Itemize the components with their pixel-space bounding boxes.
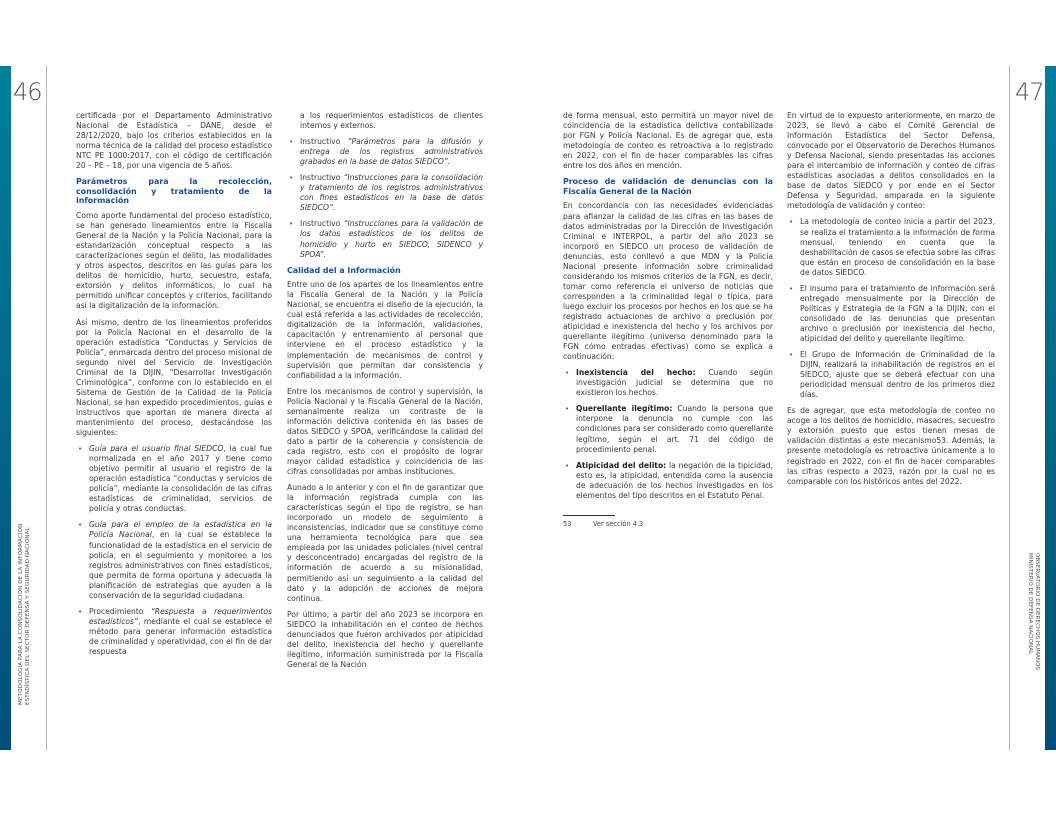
- list-item: [287, 137, 483, 167]
- list-item: [76, 520, 272, 600]
- paragraph-continuation: a los requerimientos estadísticos de clientes internos y externos.: [300, 111, 483, 131]
- item-italic: “Respuesta a requerimientos estadísticos”: [89, 606, 272, 626]
- paragraph: Entre los mecanismos de control y supervisión, la Policía Nacional y la Fiscalía General de la Nación, semanalmente realiza un contraste de la información delictiva contenida en las bases de datos SIEDCO y SPOA, verificándose la calidad del dato a partir de la coherencia y consistencia de cada registro, esto con el propósito de lograr mayor calidad estadística y coincidencia de las cifras consolidadas por ambas instituciones.: [287, 386, 483, 477]
- running-title-left-line-2: ESTADÍSTICA DEL SECTOR DEFENSA Y SEGURIDAD NACIONAL: [25, 527, 31, 705]
- paragraph: En virtud de lo expuesto anteriormente, en marzo de 2023, se llevó a cabo el Comité Gerencial de Información Estadística del Sector Defensa, convocado por el Observatorio de Derechos Humanos y Defensa Nacional, siendo presentadas las acciones para el intercambio de información y conteo de cifras estadísticas asociadas a delitos consolidados en la base de datos SIEDCO y por ende en el Sector Defensa y Seguridad, amparada en la siguiente metodología de validación y conteo:: [787, 111, 995, 211]
- page-number-right: 47: [1015, 78, 1044, 106]
- bullet-icon: •: [789, 284, 794, 293]
- section-heading: Proceso de validación de denuncias con la Fiscalía General de la Nación: [563, 177, 773, 196]
- paragraph: Entre uno de los apartes de los lineamientos entre la Fiscalía General de la Nación y la Policía Nacional, se encuentra el diseño de la ejecución, la cual está referida a las actividades de recolección, digitalización de la información, validaciones, capacitación y entrenamiento al personal que interviene en el proceso estadístico y la implementación de mecanismos de control y supervisión que permitan dar consistencia y confiabilidad a la información.: [287, 280, 483, 380]
- list-item: [787, 350, 995, 400]
- left-margin-rule: [46, 66, 47, 750]
- item-text: , mediante el cual se establece el método para generar información estadística de criminalidad y operatividad, con el fin de dar respuesta: [89, 616, 272, 656]
- item-italic: “Parámetros para la difusión y entrega de los registros administrativos grabados en la base de datos SIEDCO”.: [300, 137, 483, 167]
- bullet-icon: •: [565, 461, 570, 470]
- list-item: [563, 461, 773, 501]
- running-title-left-line-1: METODOLOGÍA PARA LA CONSOLIDACIÓN DE LA INFORMACIÓN: [18, 523, 24, 705]
- bullet-list: [76, 444, 272, 657]
- item-text: Cuando la persona que interpone la denuncia no cumple con las condiciones para ser considerado como querellante legítimo, según el art. 71 del código de procedimiento penal.: [576, 404, 773, 454]
- list-item: [76, 607, 272, 657]
- bullet-icon: •: [78, 521, 83, 530]
- list-item: [76, 444, 272, 514]
- running-title-right-line-2: MINISTERIO DE DEFENSA NACIONAL: [1027, 553, 1033, 655]
- paragraph: certificada por el Departamento Administrativo Nacional de Estadística – DANE, desde el 28/12/2020, bajo los criterios establecidos en la norma técnica de la calidad del proceso estadístico NTC PE 1000:2017, con el código de certificación 20 – PE – 18, por una vigencia de 5 años.: [76, 111, 272, 171]
- bullet-icon: •: [289, 220, 294, 229]
- bullet-list: [287, 137, 483, 260]
- bullet-icon: •: [78, 607, 83, 616]
- item-prefix: Instructivo: [300, 173, 344, 183]
- bullet-icon: •: [789, 351, 794, 360]
- list-item: [563, 404, 773, 454]
- item-text: La metodología de conteo inicia a partir del 2023, se realiza el tratamiento a la información de forma mensual, teniendo en cuenta que la deshabilitación de casos se efectúa sobre las cifras que están en proceso de consolidación en la base de datos SIEDCO.: [800, 217, 995, 277]
- item-text: , en la cual se establece la funcionalidad de la estadística en el servicio de policía, en el seguimiento y monitoreo a los registros administrativos con fines estadísticos, que permita de forma oportuna y adecuada la planificación de estrategias que ayuden a la conservación de la seguridad ciudadana.: [89, 530, 273, 600]
- page-number-left: 46: [13, 78, 42, 106]
- item-italic: “Instrucciones para la validación de los datos estadísticos de los delitos de homicidio y hurto en SIEDCO, SIDENCO y SPOA”.: [300, 219, 483, 259]
- list-item: [563, 368, 773, 398]
- item-prefix: Instructivo: [300, 137, 348, 147]
- list-item: [787, 217, 995, 277]
- left-edge-color-bar: [0, 66, 11, 750]
- bullet-icon: •: [289, 138, 294, 147]
- list-item: [287, 173, 483, 213]
- item-term: Querellante ilegítimo:: [576, 404, 673, 414]
- text-column-2: [287, 111, 483, 676]
- paragraph: de forma mensual, esto permitirá un mayor nivel de coincidencia de la estadística delictiva contabilizada por FGN y Policía Nacional. Es de agregar que, esta metodología de conteo es retroactiva a lo registrado en 2022, con el fin de hacer comparables las cifras entre los dos años en mención.: [563, 111, 773, 171]
- footnote-text: Ver sección 4.3: [593, 519, 644, 528]
- item-prefix: Instructivo: [300, 219, 344, 229]
- paragraph: Como aporte fundamental del proceso estadístico, se han generado lineamientos entre la Fiscalía General de la Nación y la Policía Nacional, para la estandarización conceptual respecto a las caracterizaciones según el delito, las modalidades y otros aspectos, descritos en las guías para los delitos de homicidio, hurto, secuestro, estafa, extorsión y delitos informáticos, lo cual ha permitido unificar conceptos y criterios, facilitando así la digitalización de la información.: [76, 211, 272, 311]
- running-title-right-line-1: OBSERVATORIO DE DERECHOS HUMANOS: [1034, 553, 1040, 671]
- bullet-icon: •: [289, 174, 294, 183]
- item-text: , la cual fue normalizada en el año 2017 y tiene como objetivo permitir al usuario el registro de la operación estadística “conductas y servicios de policía”, mediante la consolidación de las cifras estadísticas de criminalidad, servicios de policía y otras conductas.: [89, 444, 273, 514]
- item-italic: Guía para el empleo de la estadística en la Policía Nacional: [89, 520, 272, 540]
- list-item: [287, 219, 483, 259]
- section-heading: Calidad del a Información: [287, 265, 401, 275]
- footnote: [563, 519, 773, 529]
- running-title-right: [1026, 553, 1040, 670]
- item-italic: “Instrucciones para la consolidación y tratamiento de los registros administrativos con fines estadísticos en la base de datos SIEDCO”.: [300, 173, 483, 213]
- bullet-list: [787, 217, 995, 400]
- text-column-1: [76, 111, 272, 663]
- text-column-4: [787, 111, 995, 493]
- paragraph: En concordancia con las necesidades evidenciadas para afianzar la calidad de las cifras en las bases de datos administradas por la Dirección de Investigación Criminal e INTERPOL, a partir del año 2023 se incorporó en SIEDCO un proceso de validación de denuncias, esto conllevó a que MDN y la Policía Nacional presente información sobre criminalidad considerando los mismos criterios de la FGN, es decir, tomar como referencia el universo de noticias que corresponden a la criminalidad legal o típica, para luego excluir los procesos por hechos en los que se ha registrado actuaciones de archivo o preclusión por atipicidad e inexistencia del hecho y los archivos por querellante ilegítimo (universo denominado para la FGN cómo entradas efectivas) como se explica a continuación:: [563, 201, 773, 362]
- bullet-list: [563, 368, 773, 501]
- bullet-icon: •: [565, 405, 570, 414]
- right-edge-color-bar: [1045, 66, 1056, 750]
- item-prefix: Procedimiento: [89, 606, 151, 616]
- bullet-icon: •: [78, 445, 83, 454]
- right-margin-rule: [1009, 66, 1010, 750]
- paragraph: Por último, a partir del año 2023 se incorpora en SIEDCO la inhabilitación en el conteo de hechos denunciados que fueron archivados por atipicidad del delito, inexistencia del hecho y querellante ilegítimo, información suministrada por la Fiscalía General de la Nación: [287, 609, 483, 669]
- footnote-number: 53: [563, 519, 572, 528]
- list-item: [787, 284, 995, 344]
- item-term: Inexistencia del hecho:: [576, 368, 696, 378]
- item-text: El Grupo de Información de Criminalidad de la DIJIN, realizará la inhabilitación de registros en el SIEDCO, ajuste que se deberá efectuar con una periodicidad mensual dentro de los primeros diez días.: [800, 350, 995, 400]
- item-term: Atipicidad del delito:: [576, 460, 667, 470]
- item-text: la negación de la tipicidad, esto es, la atipicidad, entendida como la ausencia de adecuación de los hechos investigados en los elementos del tipo descritos en el Estatuto Penal.: [576, 460, 773, 500]
- item-italic: Guía para el usuario final SIEDCO: [89, 444, 224, 454]
- paragraph: Aunado a lo anterior y con el fin de garantizar que la información registrada cumpla con las características según el tipo de registro, se han incorporado un modelo de seguimiento a inconsistencias, indicador que se constituye como una herramienta tecnológica para que sea empleada por las unidades policiales (nivel central y desconcentrado) encargadas del registro de la información de acuerdo a su misionalidad, permitiendo así un seguimiento a la calidad del dato y la adopción de acciones de mejora continua.: [287, 483, 483, 603]
- paragraph: Es de agregar, que esta metodología de conteo no acoge a los delitos de homicidio, masacres, secuestro y extorsión puesto que estos tienen mesas de validación distintas a este mecanismo53. Además, la presente metodología es retroactiva únicamente a lo registrado en 2022, con el fin de hacer comparables las cifras respecto a 2023, razón por la cual no es comparable con los históricos antes del 2022.: [787, 406, 995, 486]
- bullet-icon: •: [789, 218, 794, 227]
- section-heading: Parámetros para la recolección, consolidación y tratamiento de la información: [76, 177, 272, 206]
- bullet-icon: •: [565, 369, 570, 378]
- text-column-3: [563, 111, 773, 529]
- item-text: Cuando según investigación judicial se determina que no existieron los hechos.: [576, 368, 773, 398]
- item-text: El insumo para el tratamiento de información será entregado mensualmente por la Dirección de Políticas y Estrategia de la FGN a la DIJIN, con el consolidado de las denuncias que presentan archivo o preclusión por inexistencia del hecho, atipicidad del delito y querellante ilegítimo.: [800, 283, 995, 343]
- running-title-left: [18, 524, 32, 705]
- paragraph: Así mismo, dentro de los lineamientos proferidos por la Policía Nacional en el desarrollo de la operación estadística “Conductas y Servicios de Policía”, enmarcada dentro del proceso misional de segundo nivel del Servicio de Investigación Criminal de la DIJIN, “Desarrollar Investigación Criminológica”, conforme con lo establecido en el Sistema de Gestión de la Calidad de la Policía Nacional, se han expedido procedimientos, guías e instructivos que aportan de manera directa al mantenimiento del proceso, destacándose los siguientes:: [76, 317, 272, 438]
- footnote-rule: [563, 515, 615, 516]
